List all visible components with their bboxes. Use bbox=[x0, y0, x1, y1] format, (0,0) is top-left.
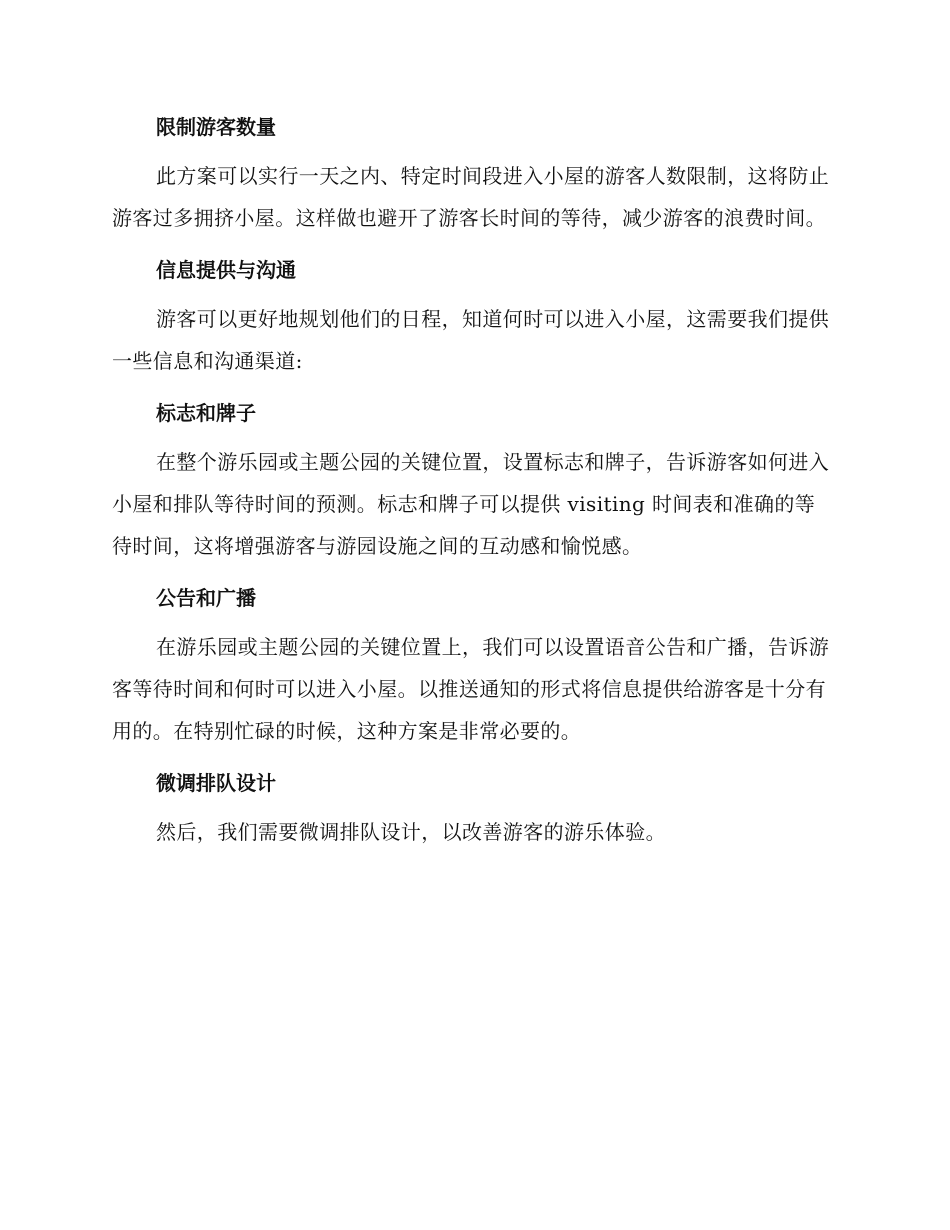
section-paragraph-queue-design: 然后，我们需要微调排队设计，以改善游客的游乐体验。 bbox=[156, 820, 666, 844]
section-heading-signs: 标志和牌子 bbox=[156, 401, 256, 425]
section-heading-queue-design: 微调排队设计 bbox=[156, 771, 276, 795]
section-heading-limit-visitors: 限制游客数量 bbox=[156, 115, 276, 139]
document-body bbox=[112, 108, 834, 865]
section-paragraph-announcements: 在游乐园或主题公园的关键位置上，我们可以设置语音公告和广播，告诉游客等待时间和何时可以进入小屋。以推送通知的形式将信息提供给游客是十分有用的。在特别忙碌的时候，这种方案是非常必要的。 bbox=[112, 635, 830, 743]
section-paragraph-info-communication: 游客可以更好地规划他们的日程，知道何时可以进入小屋，这需要我们提供一些信息和沟通渠道: bbox=[112, 307, 830, 373]
section-paragraph-limit-visitors: 此方案可以实行一天之内、特定时间段进入小屋的游客人数限制，这将防止游客过多拥挤小屋。这样做也避开了游客长时间的等待，减少游客的浪费时间。 bbox=[112, 164, 830, 230]
section-heading-info-communication: 信息提供与沟通 bbox=[156, 258, 296, 282]
section-paragraph-signs: 在整个游乐园或主题公园的关键位置，设置标志和牌子，告诉游客如何进入小屋和排队等待时间的预测。标志和牌子可以提供 visiting 时间表和准确的等待时间，这将增强游客与游园设施之间的互动感和愉悦感。 bbox=[112, 450, 830, 558]
section-heading-announcements: 公告和广播 bbox=[156, 586, 256, 610]
